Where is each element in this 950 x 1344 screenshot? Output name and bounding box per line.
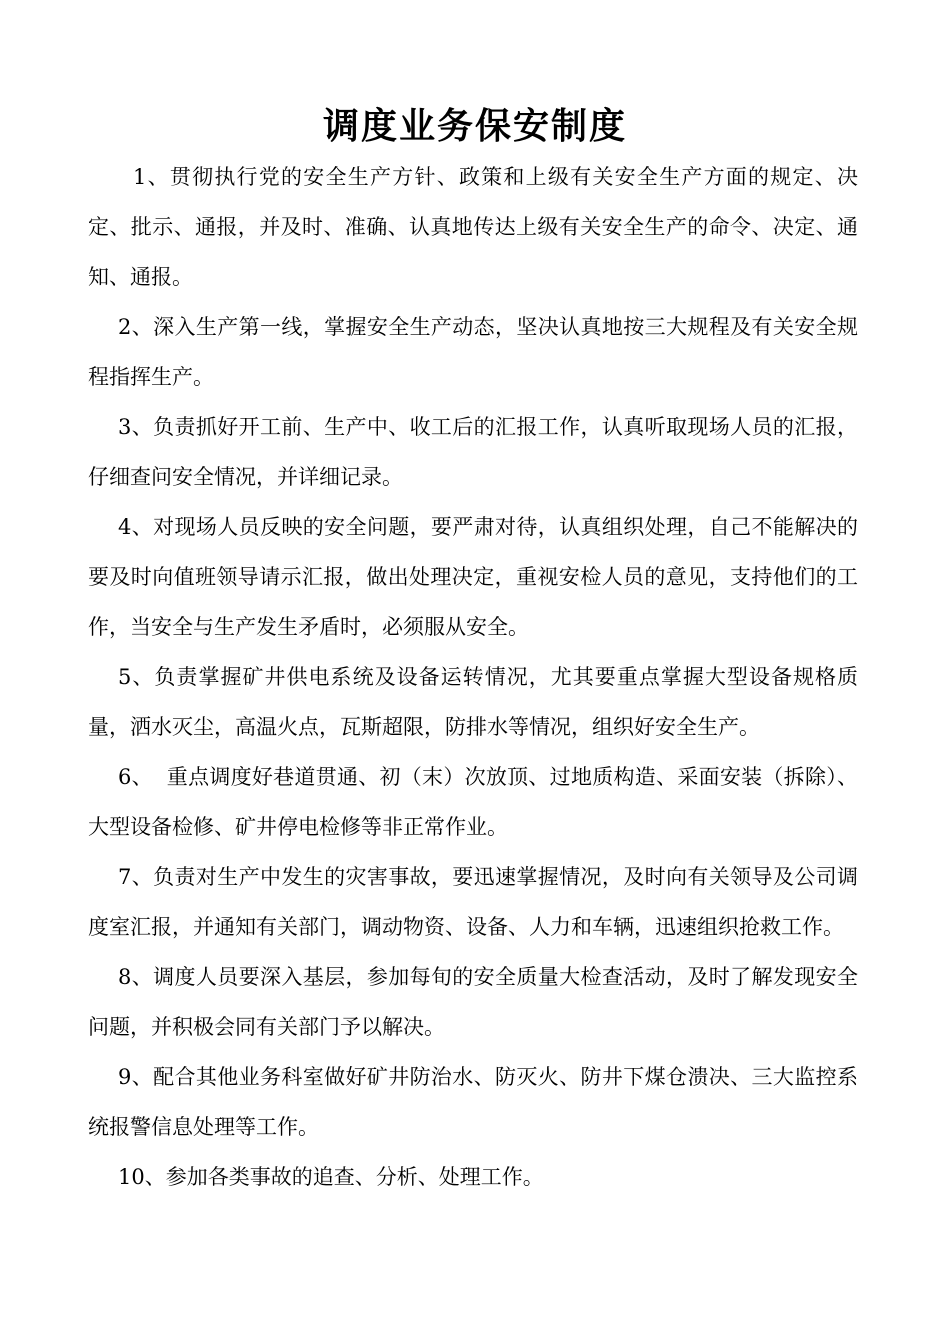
paragraph-1: 1、贯彻执行党的安全生产方针、政策和上级有关安全生产方面的规定、决定、批示、通报，并及时、准确、认真地传达上级有关安全生产的命令、决定、通知、通报。 <box>88 165 858 289</box>
paragraph-5: 5、负责掌握矿井供电系统及设备运转情况，尤其要重点掌握大型设备规格质量，洒水灭尘，高温火点，瓦斯超限，防排水等情况，组织好安全生产。 <box>88 665 858 739</box>
document-body <box>88 152 858 1202</box>
paragraph-4: 4、对现场人员反映的安全问题，要严肃对待，认真组织处理，自己不能解决的要及时向值班领导请示汇报，做出处理决定，重视安检人员的意见，支持他们的工作，当安全与生产发生矛盾时，必须服从安全。 <box>88 515 858 639</box>
document-title: 调度业务保安制度 <box>322 105 627 147</box>
paragraph-3: 3、负责抓好开工前、生产中、收工后的汇报工作，认真听取现场人员的汇报，仔细查问安全情况，并详细记录。 <box>88 415 858 489</box>
paragraph-9: 9、配合其他业务科室做好矿井防治水、防灭火、防井下煤仓溃决、三大监控系统报警信息处理等工作。 <box>88 1065 858 1139</box>
paragraph-2: 2、深入生产第一线，掌握安全生产动态，坚决认真地按三大规程及有关安全规程指挥生产。 <box>88 315 858 389</box>
paragraph-10: 10、参加各类事故的追查、分析、处理工作。 <box>118 1165 544 1189</box>
paragraph-7: 7、负责对生产中发生的灾害事故，要迅速掌握情况，及时向有关领导及公司调度室汇报，并通知有关部门，调动物资、设备、人力和车辆，迅速组织抢救工作。 <box>88 865 858 939</box>
paragraph-8: 8、调度人员要深入基层，参加每旬的安全质量大检查活动，及时了解发现安全问题，并积极会同有关部门予以解决。 <box>88 965 858 1039</box>
paragraph-6: 6、 重点调度好巷道贯通、初（末）次放顶、过地质构造、采面安装（拆除）、大型设备检修、矿井停电检修等非正常作业。 <box>88 765 858 839</box>
